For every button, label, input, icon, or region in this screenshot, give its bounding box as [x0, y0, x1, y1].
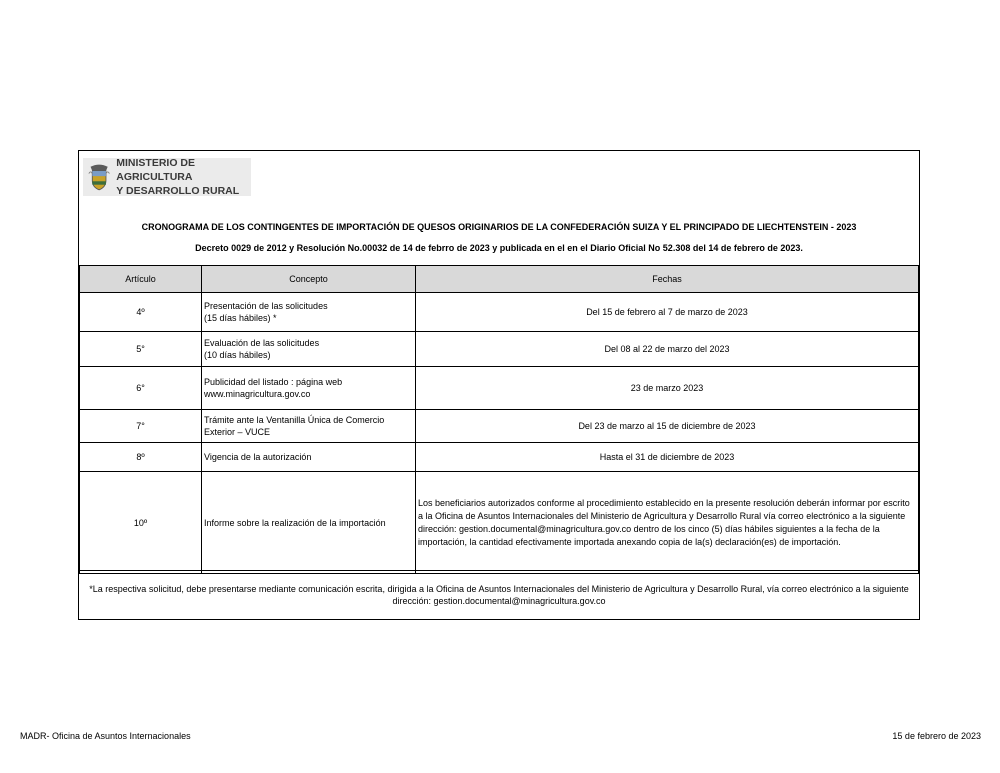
table-row: [80, 293, 919, 332]
header-concepto: Concepto: [202, 266, 416, 293]
cell-articulo: 4º: [80, 293, 202, 332]
document-subtitle: Decreto 0029 de 2012 y Resolución No.00032 de 14 de febrro de 2023 y publicada en el en el Diario Oficial No 52.308 del 14 de febrero de 2023.: [195, 243, 803, 253]
cell-articulo: 10º: [80, 472, 202, 574]
coat-of-arms-icon: [88, 161, 110, 193]
cell-fechas: Del 23 de marzo al 15 de diciembre de 2023: [416, 410, 919, 443]
footnote: *La respectiva solicitud, debe presentarse mediante comunicación escrita, dirigida a la Oficina de Asuntos Internacionales del Ministerio de Agricultura y Desarrollo Rural, vía correo electrónico a la siguiente dirección: gestion.documental@minagricultura.gov.co: [79, 570, 919, 619]
cell-concepto: [202, 367, 416, 410]
cell-fechas: Hasta el 31 de diciembre de 2023: [416, 443, 919, 472]
table-row: [80, 367, 919, 410]
cell-concepto: [202, 410, 416, 443]
table-row: [80, 410, 919, 443]
cell-concepto: Informe sobre la realización de la importación: [202, 472, 416, 574]
cell-articulo: 7°: [80, 410, 202, 443]
cell-fechas: Del 08 al 22 de marzo del 2023: [416, 332, 919, 367]
concepto-line: Exterior – VUCE: [204, 427, 271, 437]
header-fechas: Fechas: [416, 266, 919, 293]
concepto-line: Presentación de las solicitudes: [204, 301, 328, 311]
ministry-logo: [83, 158, 251, 196]
table-header-row: [80, 266, 919, 293]
document-frame: [78, 150, 920, 620]
header-articulo: Artículo: [80, 266, 202, 293]
document-header: [79, 151, 919, 265]
table-row: [80, 332, 919, 367]
concepto-line: Trámite ante la Ventanilla Única de Comercio: [204, 415, 385, 425]
table-row: [80, 472, 919, 574]
cell-concepto: [202, 332, 416, 367]
document-title: CRONOGRAMA DE LOS CONTINGENTES DE IMPORTACIÓN DE QUESOS ORIGINARIOS DE LA CONFEDERACIÓN SUIZA Y EL PRINCIPADO DE LIECHTENSTEIN - 2023: [141, 222, 857, 232]
cell-fechas: Los beneficiarios autorizados conforme al procedimiento establecido en la presente resolución deberán informar por escrito a la Oficina de Asuntos Internacionales del Ministerio de Agricultura y Desarrollo Rural vía correo electrónico a la siguiente dirección: gestion.documental@minagricultura.gov.co dentro de los cinco (5) días hábiles siguientes a la fecha de la importación, la cantidad efectivamente importada anexando copia de la(s) declaración(es) de importación.: [416, 472, 919, 574]
schedule-table: [79, 265, 919, 574]
concepto-line: (10 días hábiles): [204, 350, 271, 360]
logo-line-2: Y DESARROLLO RURAL: [116, 185, 240, 197]
concepto-line: Evaluación de las solicitudes: [204, 338, 320, 348]
logo-line-1: MINISTERIO DE AGRICULTURA: [116, 157, 196, 183]
concepto-line: (15 días hábiles) *: [204, 313, 277, 323]
cell-concepto: [202, 293, 416, 332]
cell-articulo: 8º: [80, 443, 202, 472]
concepto-line: Publicidad del listado : página web: [204, 377, 343, 387]
cell-articulo: 6°: [80, 367, 202, 410]
concepto-link[interactable]: www.minagricultura.gov.co: [204, 389, 311, 399]
cell-fechas: 23 de marzo 2023: [416, 367, 919, 410]
page-footer-date: 15 de febrero de 2023: [892, 731, 981, 741]
table-row: [80, 443, 919, 472]
cell-concepto: Vigencia de la autorización: [202, 443, 416, 472]
page-footer-office: MADR- Oficina de Asuntos Internacionales: [20, 731, 191, 741]
cell-fechas: Del 15 de febrero al 7 de marzo de 2023: [416, 293, 919, 332]
cell-articulo: 5°: [80, 332, 202, 367]
